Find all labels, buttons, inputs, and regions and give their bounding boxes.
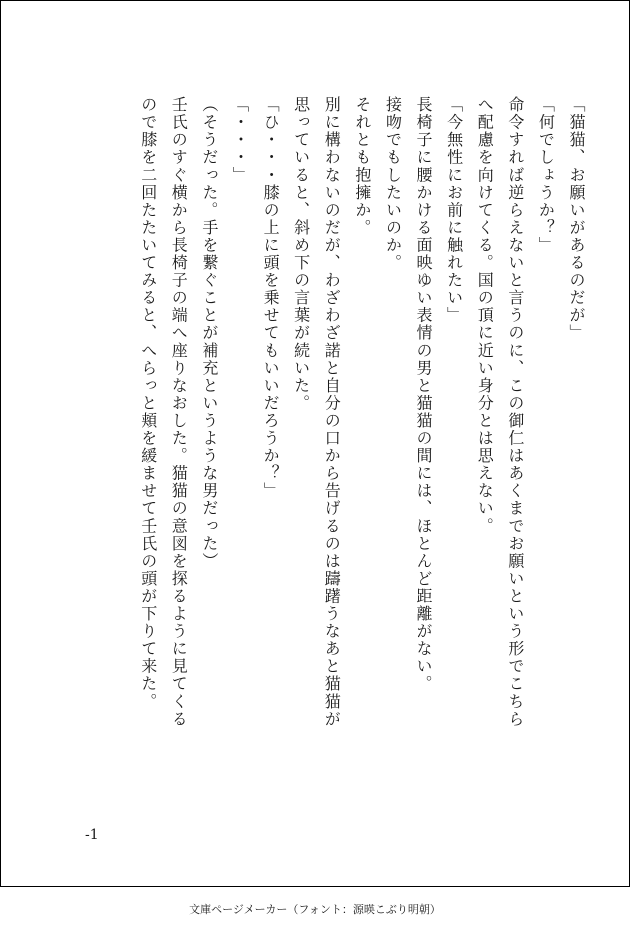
text-line: 長椅子に腰かける面映ゆい表情の男と猫猫の間には、ほとんど距離がない。 [414, 96, 434, 693]
text-line: 「ひ・・・膝の上に頭を乗せてもいいだろうか？」 [261, 96, 281, 500]
footer-caption: 文庫ページメーカー（フォント：源暎こぶり明朝） [189, 903, 441, 916]
text-line: ので膝を二回たたいてみると、へらっと頬を緩ませて壬氏の頭が下りて来た。 [138, 96, 158, 711]
text-line: 思っていると、斜め下の言葉が続いた。 [291, 96, 311, 412]
text-line: 「猫猫、お願いがあるのだが」 [567, 96, 586, 342]
text-line: 別に構わないのだが、わざわざ諾と自分の口から告げるのは躊躇うなあと猫猫が [322, 96, 342, 728]
page-number: -1 [85, 827, 99, 843]
text-line: 壬氏のすぐ横から長椅子の端へ座りなおした。猫猫の意図を探るように見てくる [169, 96, 189, 728]
text-line: 「何でしょうか？」 [536, 96, 556, 254]
vertical-text-body [132, 96, 591, 826]
text-line: 命令すれば逆らえないと言うのに、この御仁はあくまでお願いという形でこちら [505, 96, 525, 728]
text-line: 接吻でもしたいのか。 [383, 96, 403, 272]
text-line: 「・・・」 [230, 96, 250, 184]
text-line: 「今無性にお前に触れたい」 [444, 96, 464, 325]
text-line: それとも抱擁か。 [352, 96, 372, 237]
text-line: へ配慮を向けてくる。国の頂に近い身分とは思えない。 [475, 96, 495, 535]
text-line: （そうだった。手を繋ぐことが補充というような男だった） [199, 96, 219, 570]
